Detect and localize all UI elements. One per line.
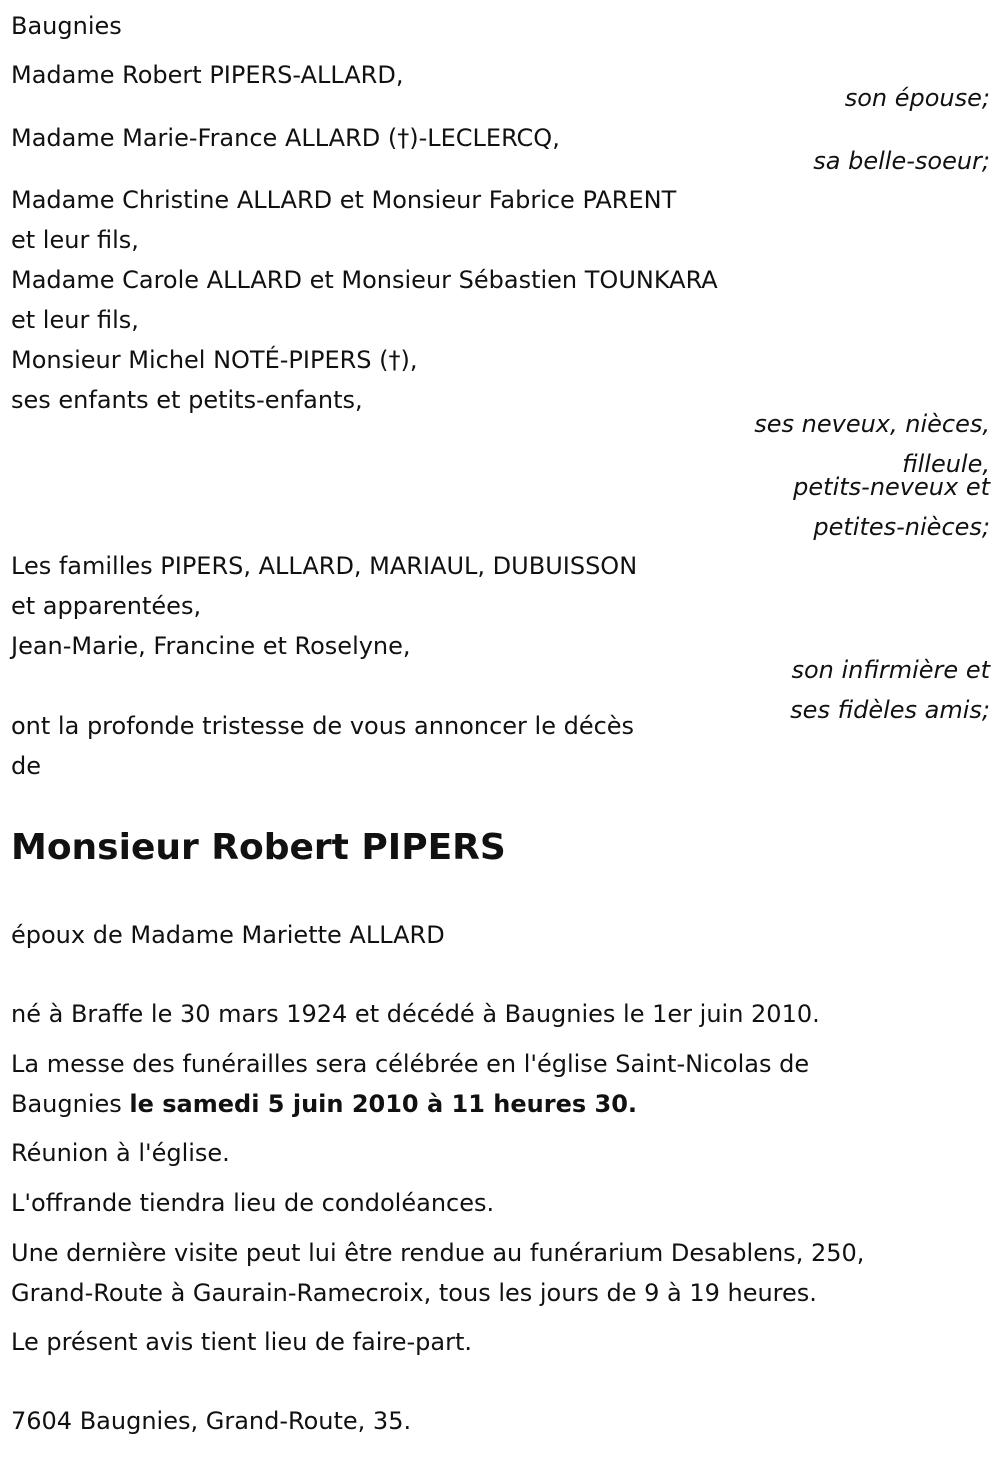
friends-relation-line: son infirmière et: [791, 656, 990, 684]
nephew-line: Monsieur Michel NOTÉ-PIPERS (†),: [11, 346, 418, 374]
wife-name: Madame Robert PIPERS-ALLARD,: [11, 61, 404, 89]
visit-line: Grand-Route à Gaurain-Ramecroix, tous les jours de 9 à 19 heures.: [11, 1279, 817, 1307]
mass-line: La messe des funérailles sera célébrée en l'église Saint-Nicolas de: [11, 1050, 810, 1078]
birth-death-line: né à Braffe le 30 mars 1924 et décédé à Baugnies le 1er juin 2010.: [11, 1000, 820, 1028]
spouse-line: époux de Madame Mariette ALLARD: [11, 921, 445, 949]
mass-date-line: [11, 1084, 637, 1124]
nephew-line: Madame Christine ALLARD et Monsieur Fabrice PARENT: [11, 186, 677, 214]
offering-line: L'offrande tiendra lieu de condoléances.: [11, 1189, 495, 1217]
nephews-relation-line: filleule,: [902, 450, 990, 478]
sister-in-law-name: Madame Marie-France ALLARD (†)-LECLERCQ,: [11, 124, 560, 152]
sister-in-law-relation: sa belle-soeur;: [813, 147, 990, 175]
address-line: 7604 Baugnies, Grand-Route, 35.: [11, 1407, 412, 1435]
visit-line: Une dernière visite peut lui être rendue au funérarium Desablens, 250,: [11, 1239, 865, 1267]
nephew-line: Madame Carole ALLARD et Monsieur Sébastien TOUNKARA: [11, 266, 718, 294]
meeting-line: Réunion à l'église.: [11, 1139, 230, 1167]
wife-relation: son épouse;: [844, 84, 990, 112]
nephews-relation-line: petites-nièces;: [813, 513, 990, 541]
nephew-line: ses enfants et petits-enfants,: [11, 386, 363, 414]
announcement-line: ont la profonde tristesse de vous annoncer le décès: [11, 712, 635, 740]
families-line: Les familles PIPERS, ALLARD, MARIAUL, DUBUISSON: [11, 552, 638, 580]
nephews-relation-line: petits-neveux et: [793, 473, 990, 501]
nephews-relation-line: ses neveux, nièces,: [754, 410, 990, 438]
mass-place-text: Baugnies: [11, 1090, 130, 1118]
place-header: Baugnies: [11, 12, 122, 40]
announcement-line: de: [11, 752, 41, 780]
families-line: Jean-Marie, Francine et Roselyne,: [11, 632, 411, 660]
deceased-name: Monsieur Robert PIPERS: [11, 827, 506, 868]
families-line: et apparentées,: [11, 592, 202, 620]
notice-line: Le présent avis tient lieu de faire-part.: [11, 1328, 473, 1356]
nephew-line: et leur fils,: [11, 306, 139, 334]
nephew-line: et leur fils,: [11, 226, 139, 254]
friends-relation-line: ses fidèles amis;: [790, 696, 990, 724]
mass-date-text: le samedi 5 juin 2010 à 11 heures 30.: [129, 1090, 638, 1118]
